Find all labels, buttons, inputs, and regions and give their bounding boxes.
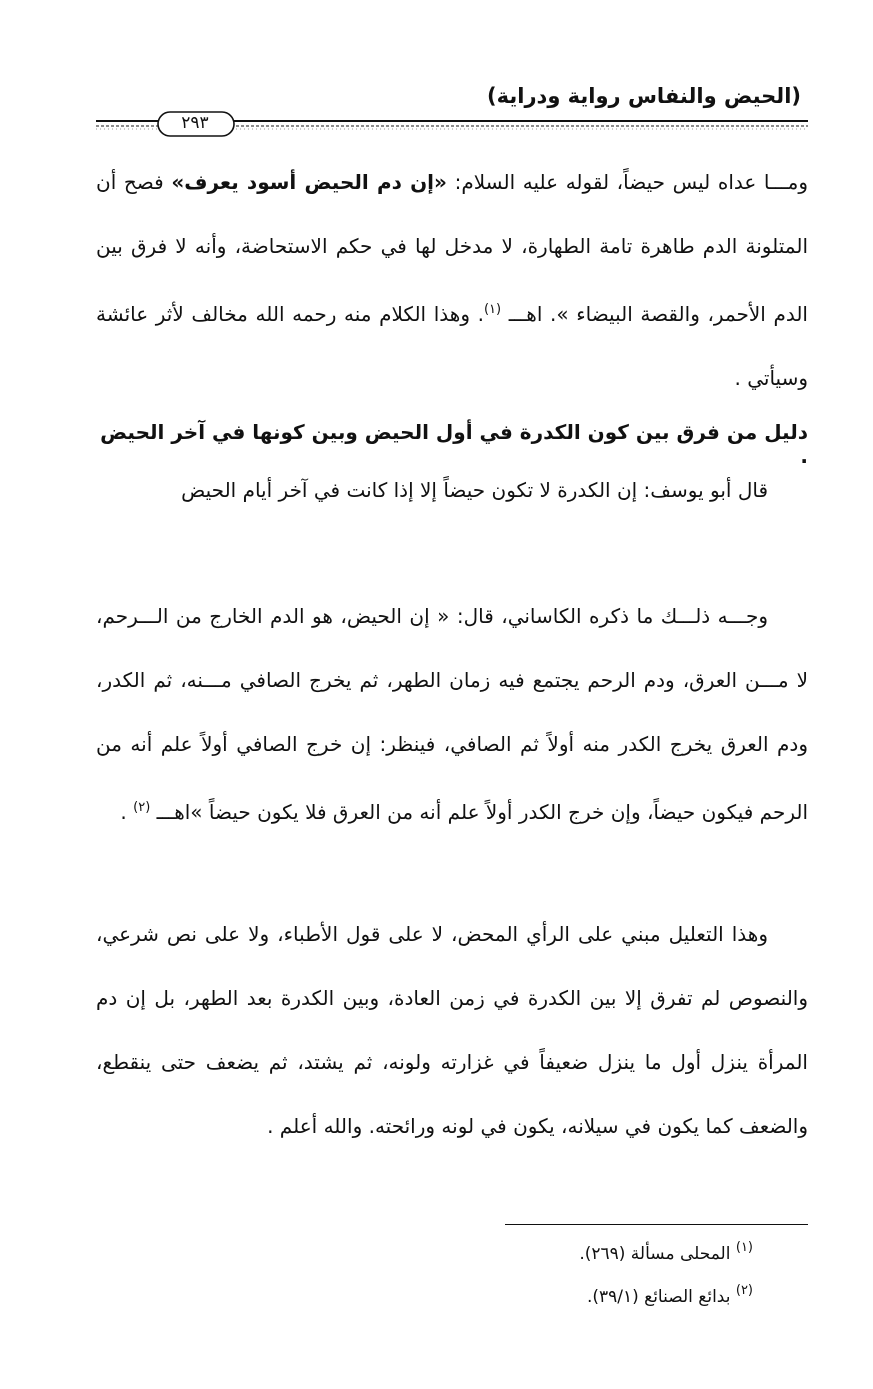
- paragraph-3: [96, 584, 808, 844]
- footnote-ref-1[interactable]: (١): [483, 302, 502, 317]
- paragraph-2: [96, 458, 808, 522]
- p4-text: وهذا التعليل مبني على الرأي المحض، لا على قول الأطباء، ولا على نص شرعي، والنصوص لم تفرق إلا بين الكدرة في زمن العادة، وبين الكدرة بعد الطهر، بل إن دم المرأة ينزل أول ما ينزل ضعيفاً في غزارته ولونه، ثم يشتد، ثم يضعف حتى ينقطع، والضعف كما يكون في سيلانه، يكون في لونه ورائحته. والله أعلم .: [96, 922, 808, 1138]
- p2-text: قال أبو يوسف: إن الكدرة لا تكون حيضاً إلا إذا كانت في آخر أيام الحيض: [181, 478, 768, 502]
- footnote-2-text: بدائع الصنائع (٣٩/١).: [586, 1287, 736, 1307]
- section-heading: دليل من فرق بين كون الكدرة في أول الحيض وبين كونها في آخر الحيض .: [100, 420, 808, 468]
- footnote-1-number: (١): [735, 1240, 753, 1255]
- hadith-quote: «إن دم الحيض أسود يعرف»: [171, 170, 447, 194]
- footnote-2-number: (٢): [735, 1283, 753, 1298]
- p1-text-a: ومـــا عداه ليس حيضاً، لقوله عليه السلام:: [446, 170, 808, 194]
- footnote-1: [353, 1240, 753, 1264]
- paragraph-1: [96, 150, 808, 410]
- page-number: ٢٩٣: [181, 113, 209, 133]
- footnote-1-text: المحلى مسألة (٢٦٩).: [579, 1244, 736, 1264]
- p1-text-c: فصح أن المتلونة الدم طاهرة تامة الطهارة، لا مدخل لها في حكم الاستحاضة، وأنه لا فرق بين الدم الأحمر، والقصة البيضاء ». اهـــ: [96, 170, 808, 326]
- footnote-2: [353, 1283, 753, 1307]
- p3-text-b: .: [120, 800, 134, 824]
- running-header-title: (الحيض والنفاس رواية ودراية): [487, 84, 801, 108]
- p1-text-d: . وهذا الكلام منه رحمه الله مخالف لأثر عائشة وسيأتي .: [96, 302, 808, 390]
- footnote-separator: [505, 1224, 808, 1225]
- paragraph-4: [96, 902, 808, 1158]
- p3-text-a: وجـــه ذلـــك ما ذكره الكاساني، قال: « إن الحيض، هو الدم الخارج من الـــرحم، لا مـــن العرق، ودم الرحم يجتمع فيه زمان الطهر، ثم يخرج الصافي مـــنه، ثم الكدر، ودم العرق يخرج الكدر منه أولاً ثم الصافي، فينظر: إن خرج الصافي أولاً علم أنه من الرحم فيكون حيضاً، وإن خرج الكدر أولاً علم أنه من العرق فلا يكون حيضاً »اهـــ: [96, 604, 808, 824]
- footnote-ref-2[interactable]: (٢): [133, 800, 151, 815]
